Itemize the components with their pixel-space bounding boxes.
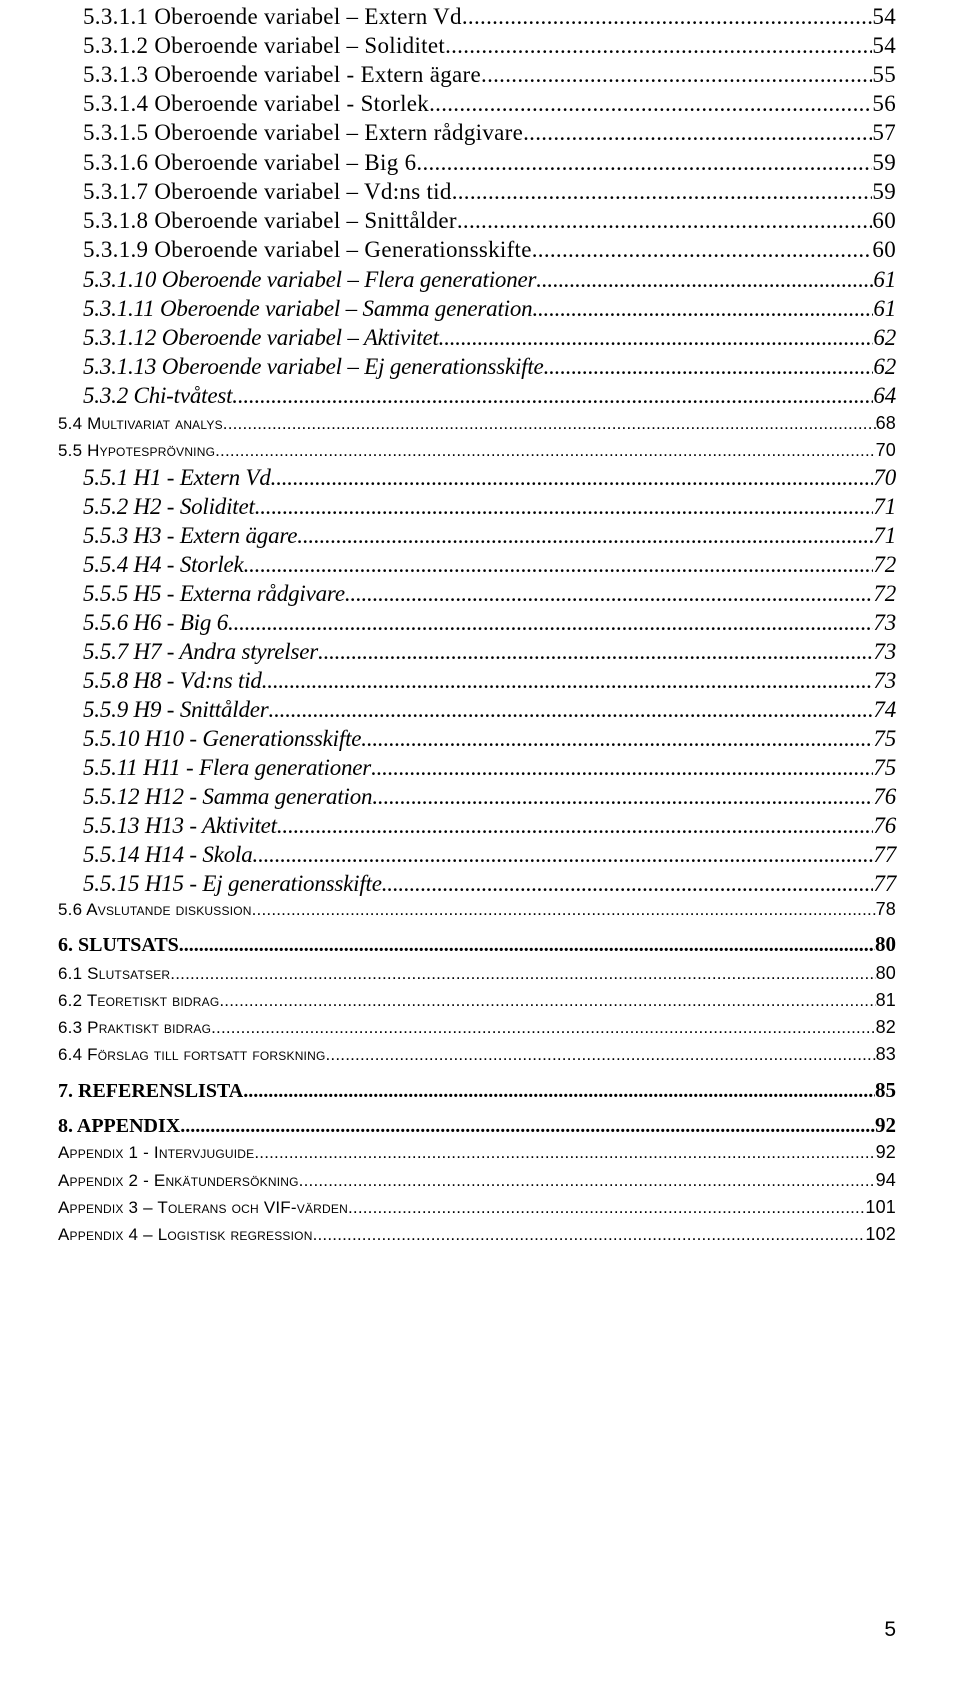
toc-dot-leader xyxy=(299,1171,876,1191)
toc-entry-page: 75 xyxy=(873,726,896,751)
toc-entry-title: 5.5.8 H8 - Vd:ns tid xyxy=(83,668,262,693)
toc-dot-leader xyxy=(348,1198,865,1218)
toc-dot-leader xyxy=(481,62,872,88)
toc-entry[interactable] xyxy=(83,867,896,897)
toc-entry-page: 62 xyxy=(873,325,896,350)
toc-entry-page: 77 xyxy=(873,842,896,867)
toc-entry-title: 5.3.1.4 Oberoende variabel - Storlek xyxy=(83,91,430,116)
toc-entry[interactable] xyxy=(83,204,896,234)
toc-dot-leader xyxy=(544,354,874,380)
toc-entry-title: 5.3.1.2 Oberoende variabel – Soliditet xyxy=(83,33,446,58)
toc-dot-leader xyxy=(243,1080,875,1103)
toc-entry-title: 5.5.4 H4 - Storlek xyxy=(83,552,244,577)
toc-entry-title: Appendix 2 - Enkätundersökning xyxy=(58,1171,299,1190)
toc-dot-leader xyxy=(345,581,874,607)
toc-entry-page: 94 xyxy=(875,1170,896,1190)
toc-entry-page: 64 xyxy=(873,383,896,408)
toc-dot-leader xyxy=(532,237,873,263)
toc-entry[interactable] xyxy=(83,263,896,293)
toc-entry-title: 5.3.1.5 Oberoende variabel – Extern rådgivare xyxy=(83,120,524,145)
toc-entry-page: 59 xyxy=(872,179,896,204)
toc-entry-page: 101 xyxy=(865,1197,896,1217)
toc-dot-leader xyxy=(219,991,875,1011)
toc-entry-page: 92 xyxy=(875,1142,896,1162)
toc-entry-title: 5.3.1.12 Oberoende variabel – Aktivitet xyxy=(83,325,439,350)
toc-entry[interactable] xyxy=(58,929,896,957)
toc-entry[interactable] xyxy=(58,1075,896,1103)
toc-entry[interactable] xyxy=(58,958,896,984)
toc-entry[interactable] xyxy=(83,0,896,30)
toc-entry[interactable] xyxy=(83,87,896,117)
toc-entry-page: 54 xyxy=(872,4,896,29)
toc-entry[interactable] xyxy=(58,1039,896,1065)
toc-entry[interactable] xyxy=(58,408,896,434)
toc-entry[interactable] xyxy=(58,435,896,461)
toc-entry-page: 61 xyxy=(873,296,896,321)
toc-entry[interactable] xyxy=(83,809,896,839)
toc-entry-title: 5.3.1.11 Oberoende variabel – Samma generation xyxy=(83,296,533,321)
toc-entry-page: 81 xyxy=(875,990,896,1010)
toc-entry-page: 92 xyxy=(875,1113,896,1137)
toc-dot-leader xyxy=(536,267,873,293)
toc-entry-title: 5.5.7 H7 - Andra styrelser xyxy=(83,639,319,664)
toc-entry[interactable] xyxy=(83,548,896,578)
toc-entry-title: 7. REFERENSLISTA xyxy=(58,1080,244,1102)
toc-entry-title: 6.2 Teoretiskt bidrag xyxy=(58,991,220,1010)
toc-entry[interactable] xyxy=(83,577,896,607)
toc-entry-page: 61 xyxy=(873,267,896,292)
toc-entry-page: 80 xyxy=(875,963,896,983)
toc-entry[interactable] xyxy=(83,146,896,176)
toc-dot-leader xyxy=(445,33,872,59)
toc-entry[interactable] xyxy=(58,1110,896,1138)
toc-entry-title: 5.5.15 H15 - Ej generationsskifte xyxy=(83,871,382,896)
toc-dot-leader xyxy=(429,91,872,117)
toc-entry[interactable] xyxy=(83,116,896,146)
toc-entry[interactable] xyxy=(83,175,896,205)
toc-entry[interactable] xyxy=(83,292,896,322)
toc-dot-leader xyxy=(180,1115,875,1138)
toc-entry-title: 6.3 Praktiskt bidrag xyxy=(58,1018,212,1037)
toc-entry[interactable] xyxy=(83,780,896,810)
toc-entry[interactable] xyxy=(83,379,896,409)
toc-dot-leader xyxy=(297,523,873,549)
toc-entry-title: 5.5.10 H10 - Generationsskifte xyxy=(83,726,362,751)
toc-entry-page: 54 xyxy=(872,33,896,58)
page-number: 5 xyxy=(884,1618,896,1641)
toc-dot-leader xyxy=(439,325,874,351)
toc-dot-leader xyxy=(232,383,873,409)
toc-entry-title: 5.5.2 H2 - Soliditet xyxy=(83,494,255,519)
toc-entry-page: 55 xyxy=(872,62,896,87)
toc-entry-title: 5.5.12 H12 - Samma generation xyxy=(83,784,373,809)
toc-entry[interactable] xyxy=(83,321,896,351)
toc-dot-leader xyxy=(211,1018,875,1038)
toc-entry[interactable] xyxy=(58,1192,896,1218)
toc-dot-leader xyxy=(523,120,872,146)
toc-entry-page: 72 xyxy=(873,581,896,606)
toc-dot-leader xyxy=(532,296,873,322)
toc-entry-page: 72 xyxy=(873,552,896,577)
toc-dot-leader xyxy=(371,755,873,781)
toc-dot-leader xyxy=(271,465,874,491)
toc-entry[interactable] xyxy=(58,1219,896,1245)
toc-entry[interactable] xyxy=(83,461,896,491)
toc-entry-title: 5.3.1.6 Oberoende variabel – Big 6 xyxy=(83,150,417,175)
toc-entry-page: 76 xyxy=(873,813,896,838)
toc-entry[interactable] xyxy=(83,58,896,88)
toc-entry-page: 75 xyxy=(873,755,896,780)
toc-entry-page: 73 xyxy=(873,639,896,664)
toc-dot-leader xyxy=(223,414,876,434)
toc-dot-leader xyxy=(372,784,873,810)
toc-entry-title: 5.5.13 H13 - Aktivitet xyxy=(83,813,277,838)
toc-entry-title: Appendix 3 – Tolerans och VIF-värden xyxy=(58,1198,348,1217)
toc-entry-title: 5.6 Avslutande diskussion xyxy=(58,900,252,919)
toc-dot-leader xyxy=(244,552,874,578)
toc-entry[interactable] xyxy=(83,722,896,752)
toc-entry-page: 102 xyxy=(865,1224,896,1244)
toc-dot-leader xyxy=(262,668,874,694)
toc-entry-page: 74 xyxy=(873,697,896,722)
toc-entry-page: 82 xyxy=(875,1017,896,1037)
toc-entry-title: 5.5.6 H6 - Big 6 xyxy=(83,610,229,635)
toc-entry-page: 71 xyxy=(873,494,896,519)
toc-entry-title: 5.5.14 H14 - Skola xyxy=(83,842,253,867)
toc-entry-page: 73 xyxy=(873,610,896,635)
toc-entry-title: 6. SLUTSATS xyxy=(58,934,179,956)
toc-entry-page: 78 xyxy=(875,899,896,919)
toc-entry[interactable] xyxy=(83,490,896,520)
toc-entry-page: 59 xyxy=(872,150,896,175)
toc-entry-title: 5.5.1 H1 - Extern Vd xyxy=(83,465,271,490)
toc-entry-title: 5.3.1.1 Oberoende variabel – Extern Vd xyxy=(83,4,462,29)
toc-dot-leader xyxy=(228,610,873,636)
toc-entry-title: 5.3.1.9 Oberoende variabel – Generationsskifte xyxy=(83,237,532,262)
toc-entry-title: 5.3.1.8 Oberoende variabel – Snittålder xyxy=(83,208,457,233)
toc-entry-page: 76 xyxy=(873,784,896,809)
toc-dot-leader xyxy=(255,494,874,520)
toc-dot-leader xyxy=(252,900,876,920)
toc-entry-page: 83 xyxy=(875,1044,896,1064)
toc-dot-leader xyxy=(462,4,873,30)
toc-entry[interactable] xyxy=(58,1012,896,1038)
toc-entry-title: 5.5 Hypotesprövning xyxy=(58,441,216,460)
toc-dot-leader xyxy=(318,639,873,665)
toc-entry-title: 5.5.9 H9 - Snittålder xyxy=(83,697,269,722)
toc-entry-page: 60 xyxy=(872,208,896,233)
toc-entry-title: 5.4 Multivariat analys xyxy=(58,414,223,433)
toc-dot-leader xyxy=(170,964,875,984)
toc-entry[interactable] xyxy=(83,233,896,263)
toc-entry[interactable] xyxy=(83,664,896,694)
toc-entry[interactable] xyxy=(58,1137,896,1163)
toc-entry-title: 5.5.11 H11 - Flera generationer xyxy=(83,755,372,780)
toc-entry-title: 5.3.1.13 Oberoende variabel – Ej generationsskifte xyxy=(83,354,544,379)
toc-dot-leader xyxy=(313,1225,866,1245)
toc-entry-title: 5.3.1.7 Oberoende variabel – Vd:ns tid xyxy=(83,179,452,204)
toc-entry[interactable] xyxy=(83,29,896,59)
toc-entry-title: 5.5.3 H3 - Extern ägare xyxy=(83,523,298,548)
toc-dot-leader xyxy=(326,1045,876,1065)
toc-dot-leader xyxy=(269,697,874,723)
toc-entry[interactable] xyxy=(83,606,896,636)
toc-entry[interactable] xyxy=(58,894,896,920)
toc-entry-title: 8. APPENDIX xyxy=(58,1115,181,1137)
toc-dot-leader xyxy=(457,208,873,234)
toc-entry-title: 6.1 Slutsatser xyxy=(58,964,171,983)
toc-entry-page: 70 xyxy=(875,440,896,460)
toc-entry-page: 56 xyxy=(872,91,896,116)
toc-entry-title: 5.3.1.10 Oberoende variabel – Flera generationer xyxy=(83,267,537,292)
toc-entry-page: 70 xyxy=(873,465,896,490)
toc-dot-leader xyxy=(452,179,873,205)
toc-entry-page: 60 xyxy=(872,237,896,262)
toc-entry-title: 5.5.5 H5 - Externa rådgivare xyxy=(83,581,345,606)
toc-entry-title: Appendix 1 - Intervjuguide xyxy=(58,1143,255,1162)
toc-dot-leader xyxy=(416,150,872,176)
toc-entry[interactable] xyxy=(83,838,896,868)
toc-dot-leader xyxy=(361,726,873,752)
toc-entry-page: 77 xyxy=(873,871,896,896)
toc-entry-page: 68 xyxy=(875,413,896,433)
toc-entry-page: 57 xyxy=(872,120,896,145)
toc-dot-leader xyxy=(253,842,874,868)
toc-entry-title: 5.3.2 Chi-tvåtest xyxy=(83,383,233,408)
toc-entry[interactable] xyxy=(83,519,896,549)
toc-entry-title: 6.4 Förslag till fortsatt forskning xyxy=(58,1045,326,1064)
toc-entry-page: 80 xyxy=(875,932,896,956)
toc-entry-title: Appendix 4 – Logistisk regression xyxy=(58,1225,313,1244)
toc-entry[interactable] xyxy=(58,985,896,1011)
toc-entry-title: 5.3.1.3 Oberoende variabel - Extern ägare xyxy=(83,62,482,87)
toc-entry-page: 73 xyxy=(873,668,896,693)
toc-entry[interactable] xyxy=(58,1165,896,1191)
toc-entry-page: 62 xyxy=(873,354,896,379)
toc-entry[interactable] xyxy=(83,693,896,723)
toc-entry[interactable] xyxy=(83,751,896,781)
toc-entry[interactable] xyxy=(83,350,896,380)
toc-dot-leader xyxy=(179,934,875,957)
toc-entry-page: 85 xyxy=(875,1078,896,1102)
toc-dot-leader xyxy=(277,813,874,839)
toc-dot-leader xyxy=(215,441,875,461)
toc-entry-page: 71 xyxy=(873,523,896,548)
toc-entry[interactable] xyxy=(83,635,896,665)
toc-dot-leader xyxy=(254,1143,875,1163)
